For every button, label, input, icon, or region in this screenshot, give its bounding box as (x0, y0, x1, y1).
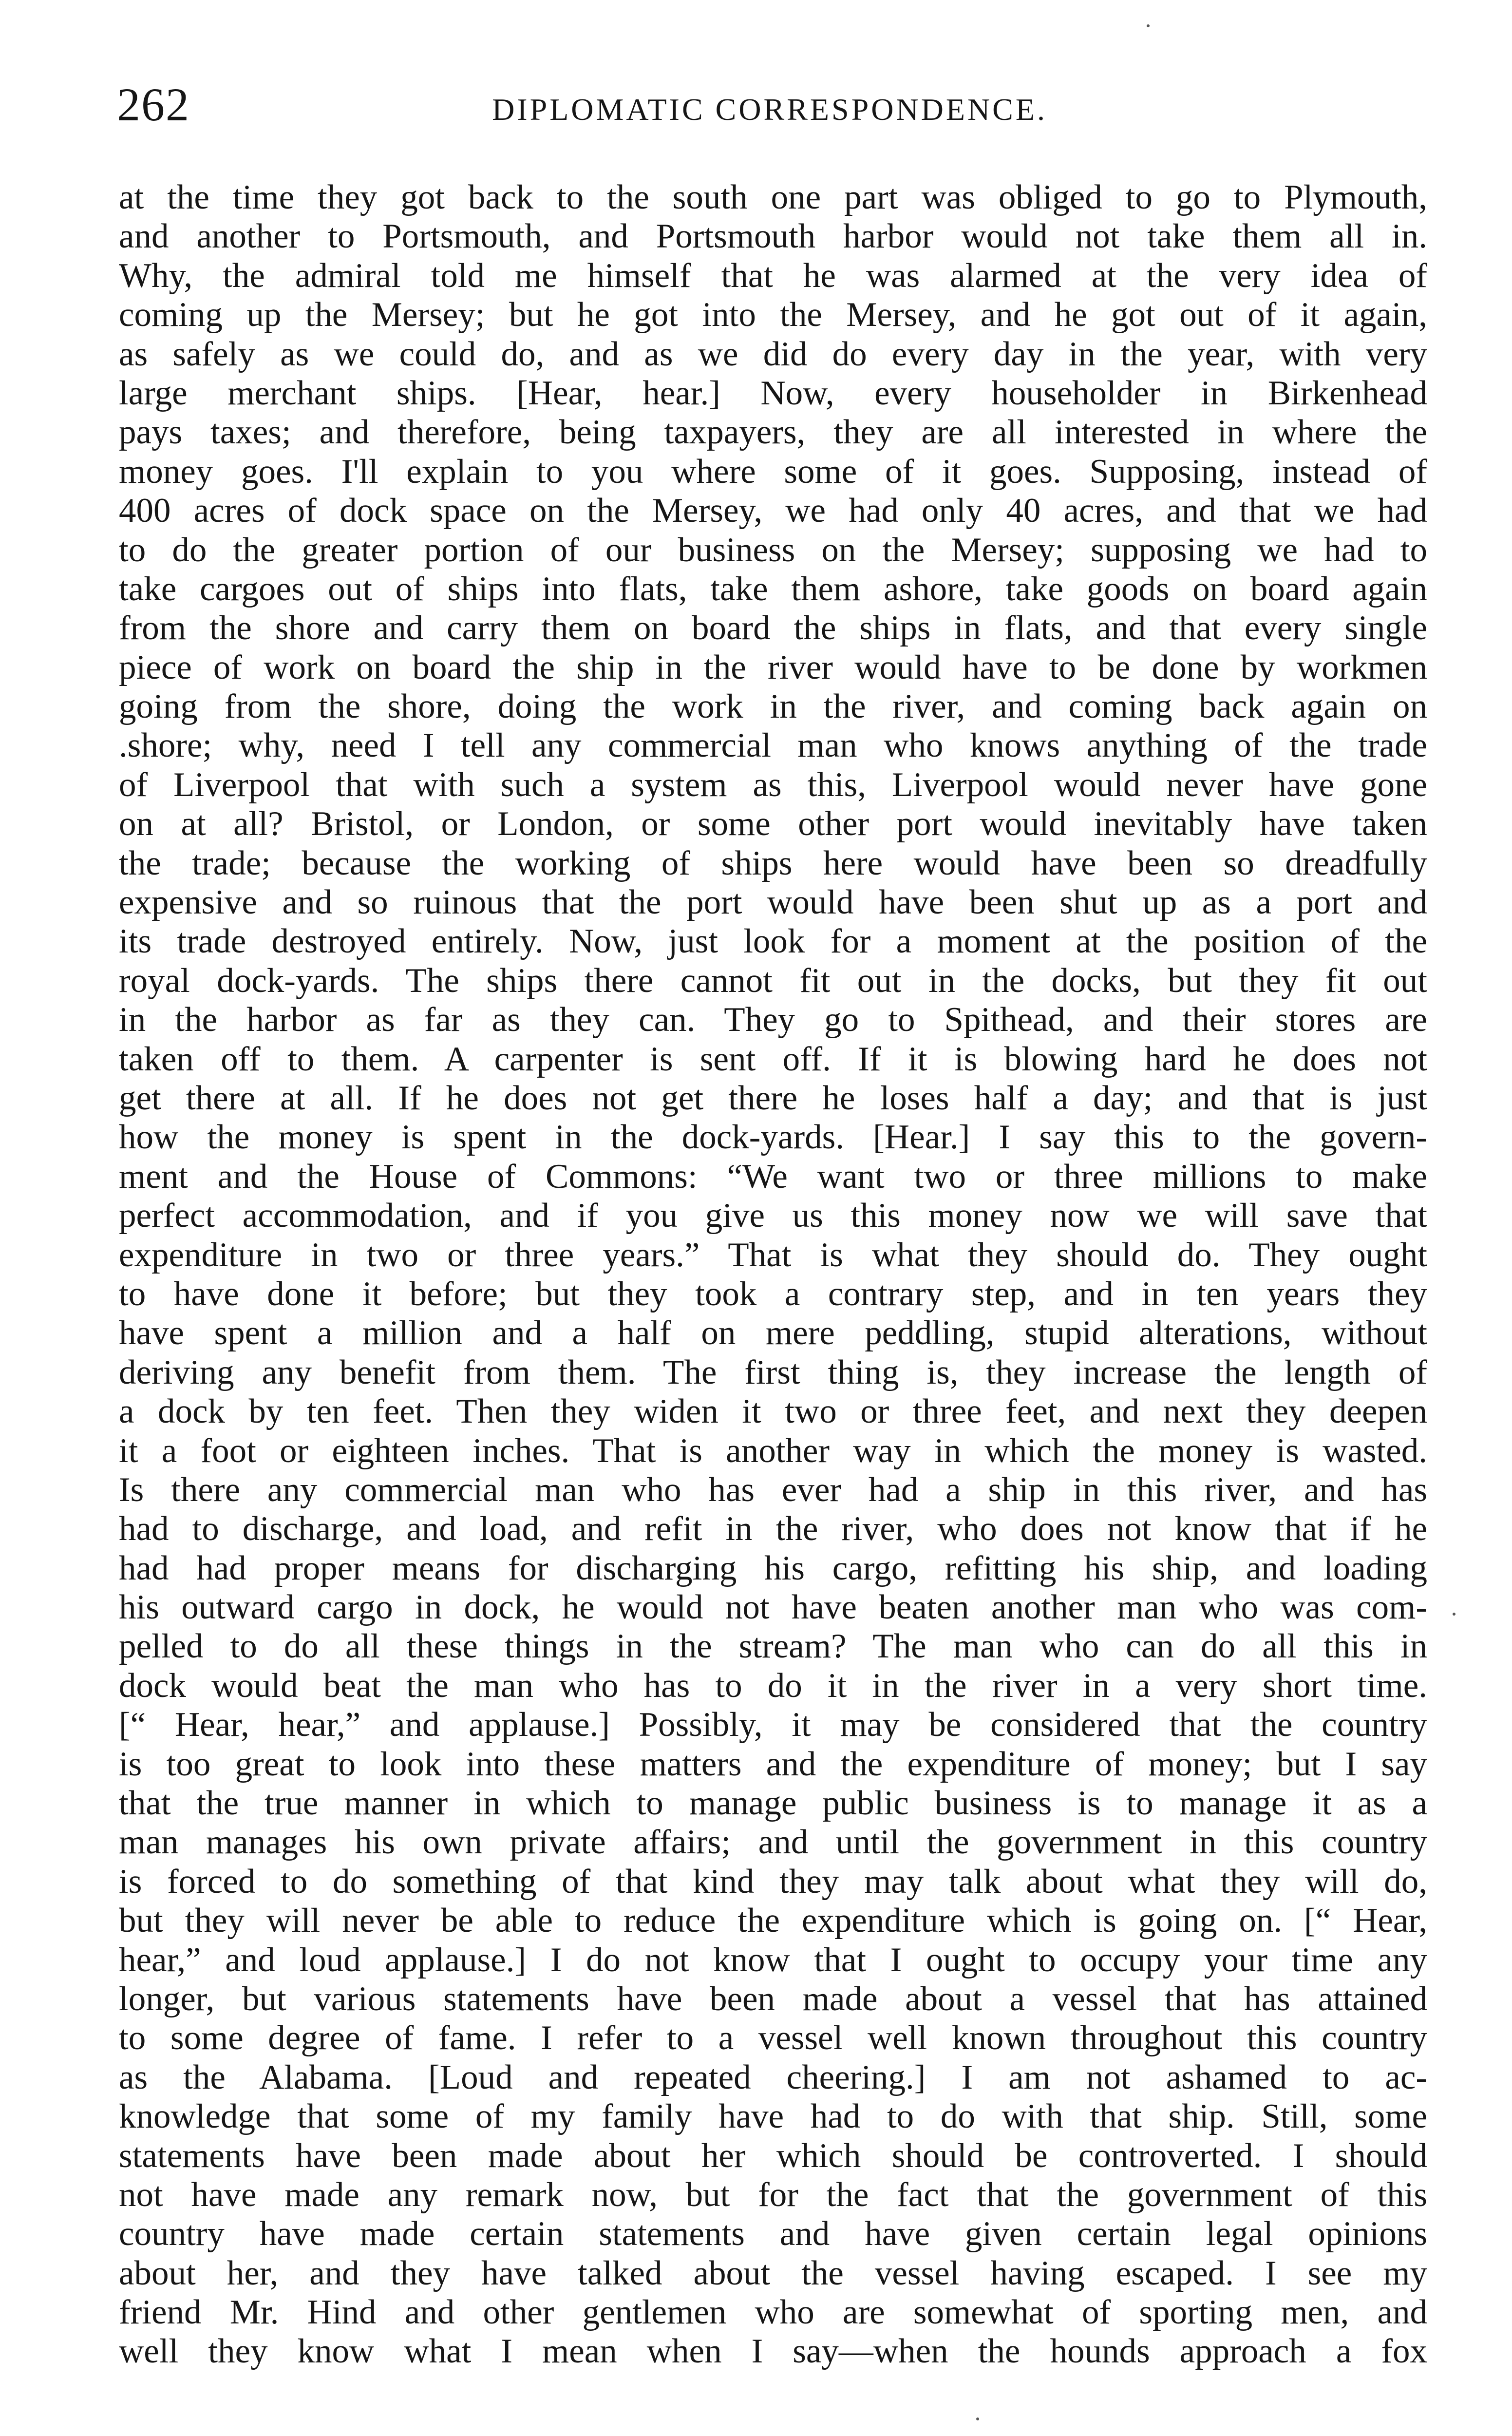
text-line: piece of work on board the ship in the river would have to be done by workmen (119, 648, 1427, 686)
running-title: DIPLOMATIC CORRESPONDENCE. (492, 92, 1047, 127)
page-header (117, 73, 1422, 136)
text-line: it a foot or eighteen inches. That is another way in which the money is wasted. (119, 1431, 1427, 1470)
text-line: coming up the Mersey; but he got into the Mersey, and he got out of it again, (119, 296, 1427, 334)
text-line: friend Mr. Hind and other gentlemen who are somewhat of sporting men, and (119, 2293, 1427, 2332)
text-line: .shore; why, need I tell any commercial man who knows anything of the trade (119, 726, 1427, 765)
text-line: expenditure in two or three years.” That is what they should do. They ought (119, 1236, 1427, 1274)
text-line: and another to Portsmouth, and Portsmouth harbor would not take them all in. (119, 217, 1427, 256)
text-line: how the money is spent in the dock-yards. [Hear.] I say this to the govern- (119, 1118, 1427, 1157)
text-line: to some degree of fame. I refer to a vessel well known throughout this country (119, 2019, 1427, 2057)
text-line: Is there any commercial man who has ever had a ship in this river, and has (119, 1470, 1427, 1509)
text-line: its trade destroyed entirely. Now, just look for a moment at the position of the (119, 922, 1427, 961)
text-line: take cargoes out of ships into flats, take them ashore, take goods on board again (119, 570, 1427, 608)
page-number: 262 (117, 78, 190, 131)
text-line: well they know what I mean when I say—when the hounds approach a fox (119, 2332, 1427, 2371)
text-line: ment and the House of Commons: “We want two or three millions to make (119, 1157, 1427, 1196)
text-line: pelled to do all these things in the stream? The man who can do all this in (119, 1627, 1427, 1666)
text-line: large merchant ships. [Hear, hear.] Now, every householder in Birkenhead (119, 374, 1427, 412)
text-line: to have done it before; but they took a contrary step, and in ten years they (119, 1275, 1427, 1313)
text-line: of Liverpool that with such a system as this, Liverpool would never have gone (119, 765, 1427, 804)
text-line: have spent a million and a half on mere peddling, stupid alterations, without (119, 1314, 1427, 1352)
text-line: royal dock-yards. The ships there cannot fit out in the docks, but they fit out (119, 961, 1427, 1000)
text-line: that the true manner in which to manage public business is to manage it as a (119, 1784, 1427, 1823)
text-line: man manages his own private affairs; and until the government in this country (119, 1823, 1427, 1862)
text-line: at the time they got back to the south one part was obliged to go to Plymouth, (119, 178, 1427, 216)
text-line: 400 acres of dock space on the Mersey, we had only 40 acres, and that we had (119, 492, 1427, 530)
text-line: is forced to do something of that kind they may talk about what they will do, (119, 1862, 1427, 1901)
text-line: but they will never be able to reduce the expenditure which is going on. [“ Hear, (119, 1902, 1427, 1940)
text-line: dock would beat the man who has to do it in the river in a very short time. (119, 1666, 1427, 1705)
text-line: perfect accommodation, and if you give us this money now we will save that (119, 1197, 1427, 1235)
text-line: longer, but various statements have been made about a vessel that has attained (119, 1979, 1427, 2018)
text-line: not have made any remark now, but for the fact that the government of this (119, 2175, 1427, 2214)
text-line: Why, the admiral told me himself that he was alarmed at the very idea of (119, 256, 1427, 295)
text-line: from the shore and carry them on board the ships in flats, and that every single (119, 609, 1427, 647)
text-line: to do the greater portion of our business on the Mersey; supposing we had to (119, 531, 1427, 569)
text-line: money goes. I'll explain to you where some of it goes. Supposing, instead of (119, 452, 1427, 491)
text-line: his outward cargo in dock, he would not have beaten another man who was com- (119, 1588, 1427, 1627)
text-line: as the Alabama. [Loud and repeated cheering.] I am not ashamed to ac- (119, 2058, 1427, 2096)
text-line: in the harbor as far as they can. They go to Spithead, and their stores are (119, 1001, 1427, 1039)
text-line: as safely as we could do, and as we did do every day in the year, with very (119, 335, 1427, 373)
text-line: a dock by ten feet. Then they widen it two or three feet, and next they deepen (119, 1392, 1427, 1431)
text-line: taken off to them. A carpenter is sent off. If it is blowing hard he does not (119, 1040, 1427, 1078)
margin-speck (976, 2417, 979, 2420)
text-line: deriving any benefit from them. The first thing is, they increase the length of (119, 1353, 1427, 1391)
text-line: hear,” and loud applause.] I do not know that I ought to occupy your time any (119, 1941, 1427, 1979)
text-line: had to discharge, and load, and refit in the river, who does not know that if he (119, 1510, 1427, 1548)
body-text (119, 178, 1427, 2371)
text-line: [“ Hear, hear,” and applause.] Possibly, it may be considered that the country (119, 1706, 1427, 1744)
text-line: statements have been made about her which should be controverted. I should (119, 2136, 1427, 2175)
text-line: knowledge that some of my family have had to do with that ship. Still, some (119, 2097, 1427, 2136)
text-line: expensive and so ruinous that the port would have been shut up as a port and (119, 883, 1427, 922)
text-line: going from the shore, doing the work in the river, and coming back again on (119, 687, 1427, 726)
text-line: country have made certain statements and have given certain legal opinions (119, 2215, 1427, 2253)
text-line: the trade; because the working of ships here would have been so dreadfully (119, 844, 1427, 882)
text-line: pays taxes; and therefore, being taxpayers, they are all interested in where the (119, 413, 1427, 452)
text-line: about her, and they have talked about the vessel having escaped. I see my (119, 2254, 1427, 2292)
text-line: get there at all. If he does not get there he loses half a day; and that is just (119, 1079, 1427, 1117)
text-line: on at all? Bristol, or London, or some other port would inevitably have taken (119, 805, 1427, 843)
text-line: had had proper means for discharging his cargo, refitting his ship, and loading (119, 1549, 1427, 1587)
margin-speck (1453, 1613, 1455, 1616)
margin-speck (1147, 24, 1150, 27)
text-line: is too great to look into these matters and the expenditure of money; but I say (119, 1745, 1427, 1783)
